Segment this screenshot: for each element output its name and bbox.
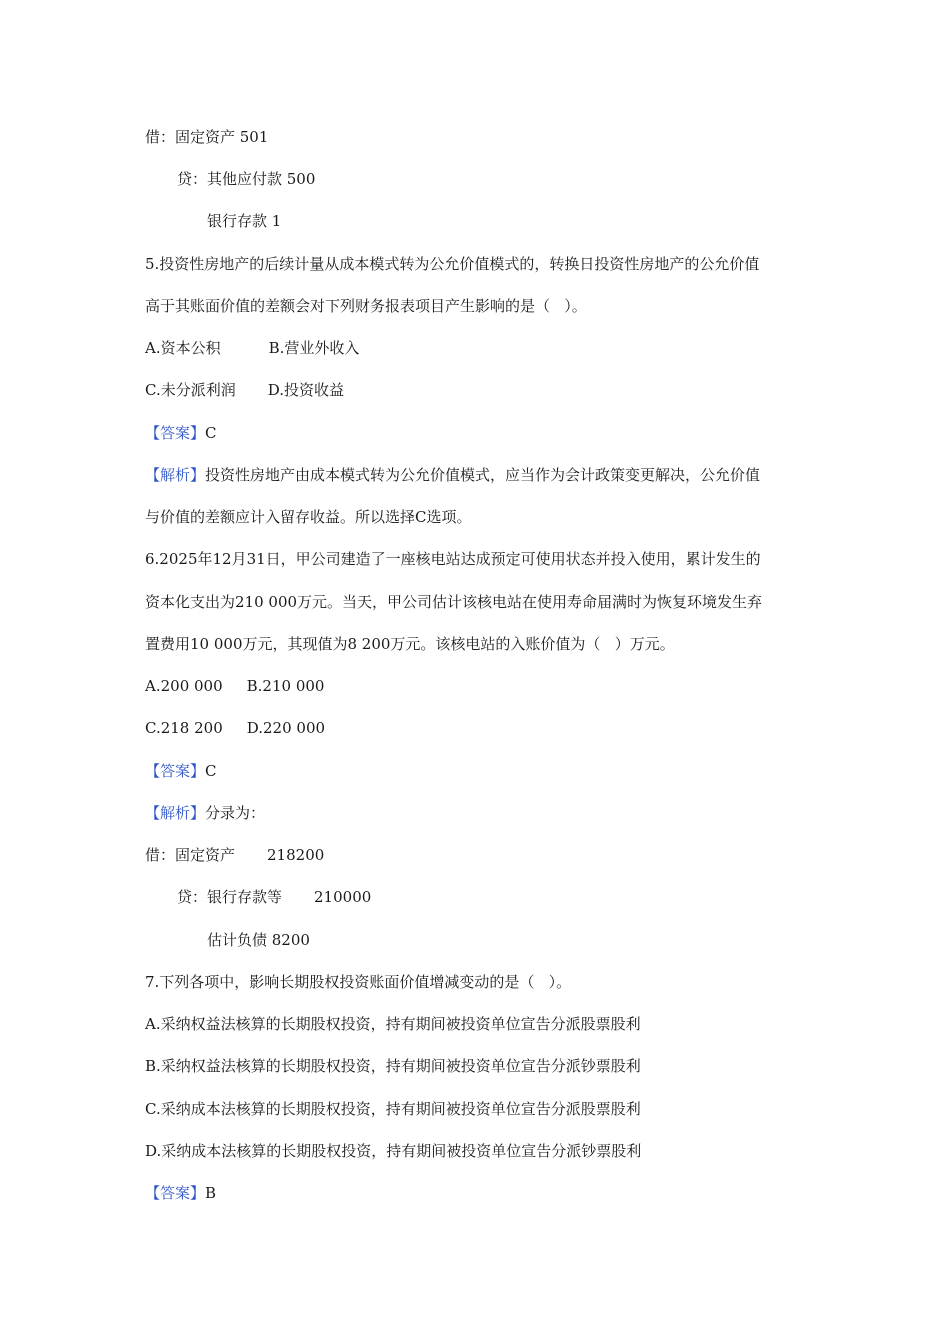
q5-option-a: A.资本公积 [145,339,221,357]
q7-option-b: B.采纳权益法核算的长期股权投资，持有期间被投资单位宣告分派钞票股利 [145,1057,641,1075]
q6-credit1-label: 贷：银行存款等 [177,888,283,906]
q6-analysis-text: 分录为： [205,804,266,822]
entry1-credit-1: 贷：其他应付款 500 [177,170,316,188]
q7-option-a: A.采纳权益法核算的长期股权投资，持有期间被投资单位宣告分派股票股利 [145,1015,641,1033]
q6-answer-value: C [205,762,217,780]
q6-option-c: C.218 200 [145,719,223,737]
q6-entry-credit-2: 估计负债 8200 [207,931,310,949]
q6-stem-line-2: 资本化支出为210 000万元。当天，甲公司估计该核电站在使用寿命届满时为恢复环境发生弃 [145,593,763,611]
q6-option-d: D.220 000 [246,719,326,737]
q5-option-c: C.未分派利润 [145,381,236,399]
q6-answer-tag: 【答案】 [145,762,206,780]
q6-analysis [145,803,265,823]
q7-option-d: D.采纳成本法核算的长期股权投资，持有期间被投资单位宣告分派钞票股利 [145,1142,642,1160]
q5-options-row-1 [145,338,359,358]
q7-answer [145,1183,216,1203]
q7-answer-value: B [205,1184,217,1202]
q6-options-row-2 [145,718,325,738]
q6-credit1-amount: 210000 [314,888,372,906]
q5-analysis-text-1: 投资性房地产由成本模式转为公允价值模式，应当作为会计政策变更解决，公允价值 [205,466,761,484]
q5-analysis-line-1 [145,465,760,485]
q6-analysis-tag: 【解析】 [145,804,206,822]
q6-entry-credit-1 [177,887,371,907]
entry1-credit-2: 银行存款 1 [207,212,282,230]
q6-option-b: B.210 000 [246,677,325,695]
q5-option-d: D.投资收益 [267,381,344,399]
entry1-debit: 借：固定资产 501 [145,128,269,146]
q5-stem-line-2: 高于其账面价值的差额会对下列财务报表项目产生影响的是（ ）。 [145,297,587,315]
q5-option-b: B.营业外收入 [268,339,360,357]
q6-option-a: A.200 000 [145,677,223,695]
q6-entry-debit [145,845,324,865]
q6-stem-line-1: 6.2025年12月31日，甲公司建造了一座核电站达成预定可使用状态并投入使用，累计发生的 [145,550,761,568]
q7-answer-tag: 【答案】 [145,1184,206,1202]
q6-debit-amount: 218200 [267,846,325,864]
q6-stem-line-3: 置费用10 000万元，其现值为8 200万元。该核电站的入账价值为（ ）万元。 [145,635,675,653]
q5-stem-line-1: 5.投资性房地产的后续计量从成本模式转为公允价值模式的，转换日投资性房地产的公允价值 [145,255,760,273]
q5-answer-value: C [205,424,217,442]
q6-debit-label: 借：固定资产 [145,846,236,864]
q6-options-row-1 [145,676,324,696]
q5-analysis-tag: 【解析】 [145,466,206,484]
q7-option-c: C.采纳成本法核算的长期股权投资，持有期间被投资单位宣告分派股票股利 [145,1100,641,1118]
q5-analysis-line-2: 与价值的差额应计入留存收益。所以选择C选项。 [145,508,472,526]
q7-stem: 7.下列各项中，影响长期股权投资账面价值增减变动的是（ ）。 [145,973,572,991]
q5-answer [145,423,217,443]
q6-answer [145,761,217,781]
q5-options-row-2 [145,380,344,400]
q5-answer-tag: 【答案】 [145,424,206,442]
